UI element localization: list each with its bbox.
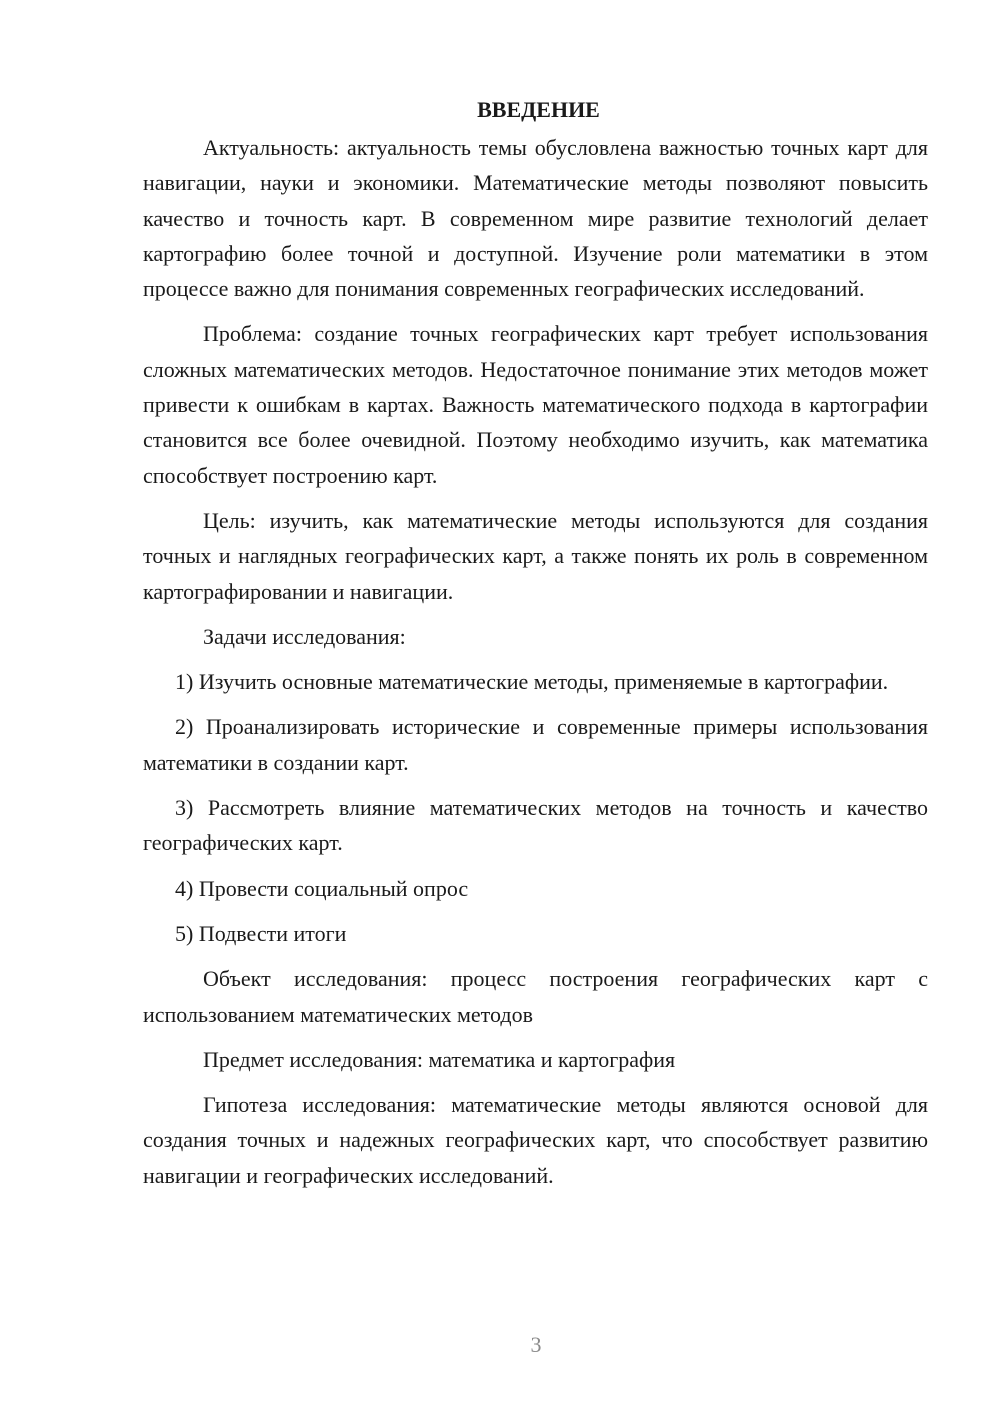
paragraph-relevance: Актуальность: актуальность темы обусловлена важностью точных карт для навигации, науки и экономики. Математические методы позволяют повысить качество и точность карт. В современном мире развитие технологий делает картографию более точной и доступной. Изучение роли математики в этом процессе важно для понимания современных географических исследований. bbox=[143, 135, 928, 302]
document-title: ВВЕДЕНИЕ bbox=[477, 97, 600, 122]
paragraph-problem: Проблема: создание точных географических карт требует использования сложных математических методов. Недостаточное понимание этих методов может привести к ошибкам в картах. Важность математического подхода в картографии становится все более очевидной. Поэтому необходимо изучить, как математика способствует построению карт. bbox=[143, 321, 928, 488]
tasks-heading: Задачи исследования: bbox=[203, 623, 406, 649]
paragraph-hypothesis: Гипотеза исследования: математические методы являются основой для создания точных и надежных географических карт, что способствует развитию навигации и географических исследований. bbox=[143, 1092, 928, 1188]
task-item-5: 5) Подвести итоги bbox=[175, 920, 347, 946]
paragraph-goal: Цель: изучить, как математические методы используются для создания точных и наглядных географических карт, а также понять их роль в современном картографировании и навигации. bbox=[143, 507, 928, 604]
document-page bbox=[143, 92, 928, 1203]
paragraph-subject: Предмет исследования: математика и картография bbox=[203, 1046, 676, 1072]
task-item-1: 1) Изучить основные математические методы, применяемые в картографии. bbox=[175, 669, 889, 695]
task-item-2: 2) Проанализировать исторические и современные примеры использования математики в создании карт. bbox=[143, 714, 928, 775]
task-item-4: 4) Провести социальный опрос bbox=[175, 875, 469, 901]
paragraph-object: Объект исследования: процесс построения географических карт с использованием математических методов bbox=[143, 966, 928, 1027]
task-item-3: 3) Рассмотреть влияние математических методов на точность и качество географических карт. bbox=[143, 795, 928, 856]
page-number: 3 bbox=[530, 1332, 542, 1357]
